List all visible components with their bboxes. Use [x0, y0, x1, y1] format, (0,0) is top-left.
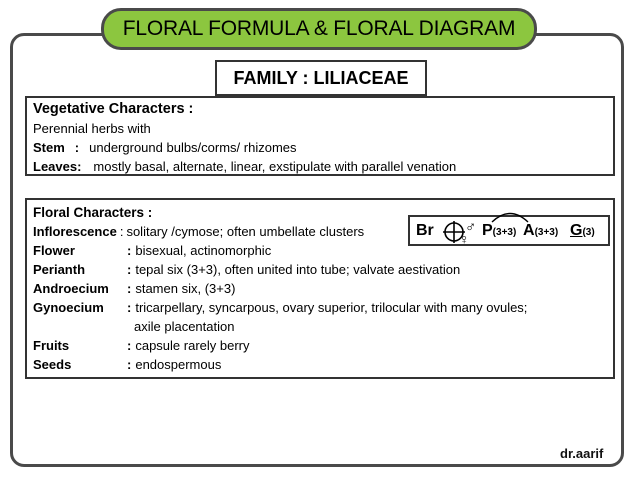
leaves-value: mostly basal, alternate, linear, exstipulate with parallel venation	[93, 159, 457, 174]
page-title-banner	[101, 8, 537, 50]
fusion-arc-icon	[490, 209, 530, 223]
inflorescence-label: Inflorescence	[33, 224, 117, 239]
floral-row	[33, 279, 607, 298]
family-box	[215, 60, 427, 96]
vegetative-intro: Perennial herbs with	[33, 121, 151, 136]
vegetative-heading: Vegetative Characters :	[33, 101, 194, 117]
floral-row	[33, 317, 607, 336]
flower-value: bisexual, actinomorphic	[135, 243, 272, 258]
fruits-colon: :	[127, 338, 132, 353]
stem-label: Stem	[33, 140, 65, 155]
formula-p: P	[482, 222, 493, 239]
gynoecium-colon: :	[127, 300, 132, 315]
family-title: FAMILY : LILIACEAE	[233, 67, 409, 88]
inflorescence-value: solitary /cymose; often umbellate clusters	[126, 224, 365, 239]
vegetative-panel	[25, 96, 615, 176]
seeds-label: Seeds	[33, 357, 72, 372]
fruits-value: capsule rarely berry	[135, 338, 250, 353]
stem-colon: :	[74, 140, 80, 155]
formula-bract: Br	[416, 222, 434, 239]
floral-row	[33, 260, 607, 279]
formula-a: A	[523, 222, 535, 239]
gynoecium-continued: axile placentation	[134, 319, 235, 334]
floral-row	[33, 298, 607, 317]
flower-label: Flower	[33, 243, 75, 258]
perianth-label: Perianth	[33, 262, 86, 277]
fruits-label: Fruits	[33, 338, 70, 353]
formula-a-sub: (3+3)	[534, 227, 559, 238]
formula-perianth	[482, 222, 516, 240]
page-title: FLORAL FORMULA & FLORAL DIAGRAM	[122, 17, 516, 40]
stem-value: underground bulbs/corms/ rhizomes	[89, 140, 297, 155]
perianth-colon: :	[127, 262, 132, 277]
author-credit: dr.aarif	[560, 446, 604, 461]
female-icon: ♀	[459, 231, 470, 247]
floral-row	[33, 336, 607, 355]
seeds-value: endospermous	[135, 357, 222, 372]
gynoecium-label: Gynoecium	[33, 300, 104, 315]
formula-g: G	[570, 222, 583, 239]
formula-p-sub: (3+3)	[492, 227, 517, 238]
stem-row	[33, 138, 607, 157]
floral-row	[33, 355, 607, 374]
androecium-label: Androecium	[33, 281, 109, 296]
leaves-row	[33, 157, 607, 176]
androecium-colon: :	[127, 281, 132, 296]
floral-formula	[408, 215, 610, 246]
floral-heading: Floral Characters :	[33, 205, 153, 220]
formula-g-sub: (3)	[582, 227, 595, 238]
perianth-value: tepal six (3+3), often united into tube; valvate aestivation	[135, 262, 461, 277]
gynoecium-value: tricarpellary, syncarpous, ovary superior, trilocular with many ovules;	[135, 300, 528, 315]
flower-colon: :	[127, 243, 132, 258]
seeds-colon: :	[127, 357, 132, 372]
formula-gynoecium	[570, 222, 595, 240]
leaves-label: Leaves:	[33, 159, 82, 174]
inflorescence-colon: :	[119, 224, 124, 239]
male-icon: ♂	[465, 219, 477, 236]
androecium-value: stamen six, (3+3)	[135, 281, 236, 296]
formula-androecium	[523, 222, 558, 240]
